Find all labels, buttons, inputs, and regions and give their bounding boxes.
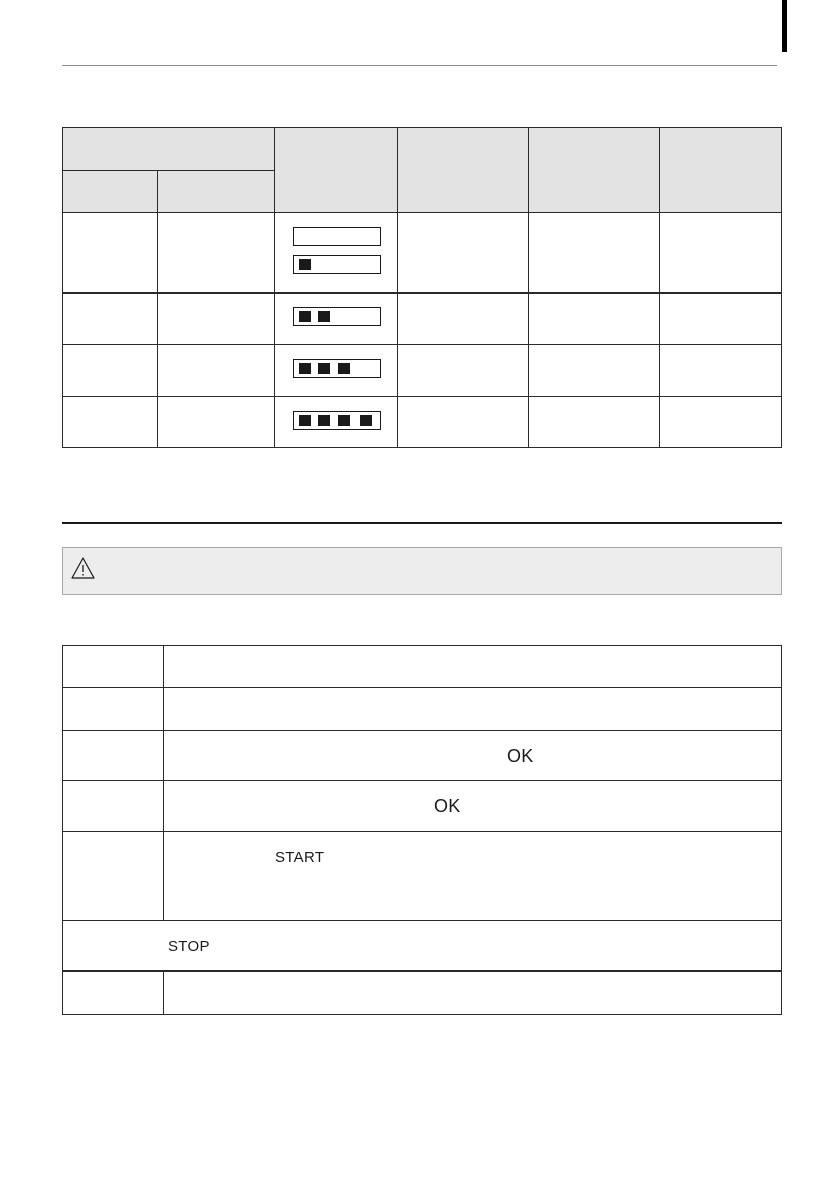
table-row-4-cell-1 (62, 397, 158, 448)
step-body-1 (164, 645, 782, 687)
warning-triangle-icon (70, 556, 96, 580)
hardness-table (62, 127, 782, 448)
step-number-1 (62, 645, 164, 687)
step-row-5 (62, 832, 782, 921)
table-row-2-cell-1 (62, 293, 158, 345)
level-indicator-4 (293, 411, 381, 430)
table-row-2-indicator-cell (275, 293, 398, 345)
table-row-1-indicator-cell (275, 213, 398, 293)
step-number-2 (62, 688, 164, 730)
step-row-3 (62, 731, 782, 781)
step-body-3 (164, 731, 782, 780)
step-number-7 (62, 972, 164, 1015)
table-row-3-cell-1 (62, 345, 158, 397)
header-col-cell-4 (660, 127, 782, 213)
level-indicator-1 (293, 255, 381, 274)
step-body-4 (164, 781, 782, 831)
table-row-3-cell-2 (158, 345, 275, 397)
step-row-1 (62, 645, 782, 688)
step-body-6 (62, 921, 782, 970)
start-key-label: START (275, 849, 325, 866)
header-sub-cell-2 (158, 171, 275, 213)
stop-key-label: STOP (168, 938, 210, 955)
level-square (318, 415, 330, 426)
table-row-4-cell-6 (660, 397, 782, 448)
table-row-1-cell-1 (62, 213, 158, 293)
table-row-1-cell-6 (660, 213, 782, 293)
section-heading-rule (62, 522, 782, 524)
level-square (360, 415, 372, 426)
level-square (318, 363, 330, 374)
table-row-1-cell-2 (158, 213, 275, 293)
step-body-7 (164, 972, 782, 1015)
table-row-4-indicator-cell (275, 397, 398, 448)
ok-key-label: OK (434, 796, 461, 816)
step-number-4 (62, 781, 164, 831)
level-square (338, 415, 350, 426)
warning-box (62, 547, 782, 595)
level-square (299, 363, 311, 374)
table-row-2-cell-6 (660, 293, 782, 345)
header-col-cell-2 (398, 127, 529, 213)
page-edge-marker (782, 0, 787, 52)
step-body-5 (164, 832, 782, 920)
step-row-7 (62, 972, 782, 1015)
step-number-3 (62, 731, 164, 780)
header-col-cell-1 (275, 127, 398, 213)
table-row-1-cell-4 (398, 213, 529, 293)
header-group-cell (62, 127, 275, 171)
table-row-3-indicator-cell (275, 345, 398, 397)
level-indicator-3 (293, 359, 381, 378)
step-row-2 (62, 688, 782, 731)
step-row-4 (62, 781, 782, 832)
header-col-cell-3 (529, 127, 660, 213)
step-row-6 (62, 921, 782, 972)
ok-key-label: OK (507, 746, 534, 766)
header-sub-cell-1 (62, 171, 158, 213)
level-square (299, 415, 311, 426)
steps-table (62, 645, 782, 1015)
header-rule (62, 65, 777, 66)
table-row-3-cell-6 (660, 345, 782, 397)
level-indicator-2 (293, 307, 381, 326)
step-body-2 (164, 688, 782, 730)
level-square (299, 259, 311, 270)
table-row-4-cell-5 (529, 397, 660, 448)
table-row-2-cell-5 (529, 293, 660, 345)
table-row-3-cell-5 (529, 345, 660, 397)
table-row-2-cell-2 (158, 293, 275, 345)
table-row-4-cell-2 (158, 397, 275, 448)
table-row-4-cell-4 (398, 397, 529, 448)
table-row-1-cell-5 (529, 213, 660, 293)
table-row-2-cell-4 (398, 293, 529, 345)
row-group-divider (62, 292, 782, 294)
level-indicator-0 (293, 227, 381, 246)
step-number-5 (62, 832, 164, 920)
level-square (299, 311, 311, 322)
level-square (318, 311, 330, 322)
table-row-3-cell-4 (398, 345, 529, 397)
level-square (338, 363, 350, 374)
